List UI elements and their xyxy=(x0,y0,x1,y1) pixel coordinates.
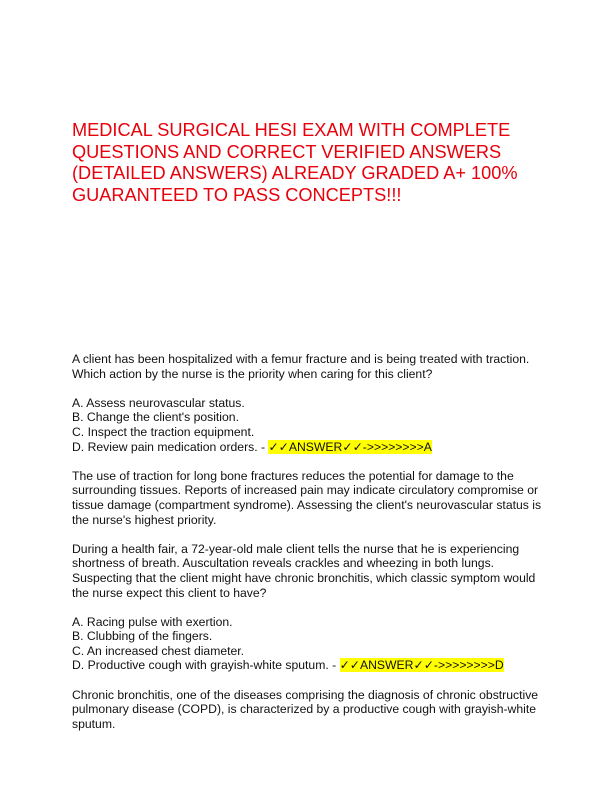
question-stem-line: Which action by the nurse is the priority when caring for this client? xyxy=(72,366,433,381)
rationale-line: the nurse's highest priority. xyxy=(72,512,217,527)
rationale-line: surrounding tissues. Reports of increased pain may indicate circulatory compromise or xyxy=(72,483,539,498)
rationale-line: The use of traction for long bone fractures reduces the potential for damage to the xyxy=(72,468,514,483)
document-body xyxy=(72,352,552,731)
answer-option: A. Racing pulse with exertion. xyxy=(72,614,233,629)
question-stem-line: During a health fair, a 72-year-old male client tells the nurse that he is experiencing xyxy=(72,541,520,556)
answer-option: B. Change the client's position. xyxy=(72,410,239,425)
title-line: GUARANTEED TO PASS CONCEPTS!!! xyxy=(72,184,402,205)
answer-option-d xyxy=(72,440,552,455)
rationale-line: Chronic bronchitis, one of the diseases comprising the diagnosis of chronic obstructive xyxy=(72,687,539,702)
answer-option-text: D. Productive cough with grayish-white sputum. - xyxy=(72,658,340,673)
correct-answer-highlight: ✓✓ANSWER✓✓->>>>>>>>D xyxy=(339,658,504,673)
title-line: QUESTIONS AND CORRECT VERIFIED ANSWERS xyxy=(72,141,502,162)
answer-option: C. An increased chest diameter. xyxy=(72,643,245,658)
answer-option-text: D. Review pain medication orders. - xyxy=(72,439,269,454)
answer-option: C. Inspect the traction equipment. xyxy=(72,424,255,439)
title-line: (DETAILED ANSWERS) ALREADY GRADED A+ 100% xyxy=(72,163,518,183)
rationale-line: tissue damage (compartment syndrome). Assessing the client's neurovascular status is xyxy=(72,497,542,512)
question-stem-line: A client has been hospitalized with a femur fracture and is being treated with traction. xyxy=(72,352,530,366)
question-1 xyxy=(72,352,552,527)
correct-answer-highlight: ✓✓ANSWER✓✓->>>>>>>>A xyxy=(268,439,432,454)
rationale-line: pulmonary disease (COPD), is characterized by a productive cough with grayish-white xyxy=(72,702,537,717)
title-line: MEDICAL SURGICAL HESI EXAM WITH COMPLETE xyxy=(72,120,511,140)
question-stem-line: the nurse expect this client to have? xyxy=(72,585,267,600)
answer-option: A. Assess neurovascular status. xyxy=(72,395,245,410)
question-stem-line: Suspecting that the client might have chronic bronchitis, which classic symptom would xyxy=(72,570,536,585)
rationale-line: sputum. xyxy=(72,716,116,731)
question-stem-line: shortness of breath. Auscultation reveals crackles and wheezing in both lungs. xyxy=(72,556,495,571)
question-2 xyxy=(72,542,552,732)
answer-option: B. Clubbing of the fingers. xyxy=(72,629,213,644)
document-title xyxy=(72,120,542,206)
answer-option-d xyxy=(72,658,552,673)
